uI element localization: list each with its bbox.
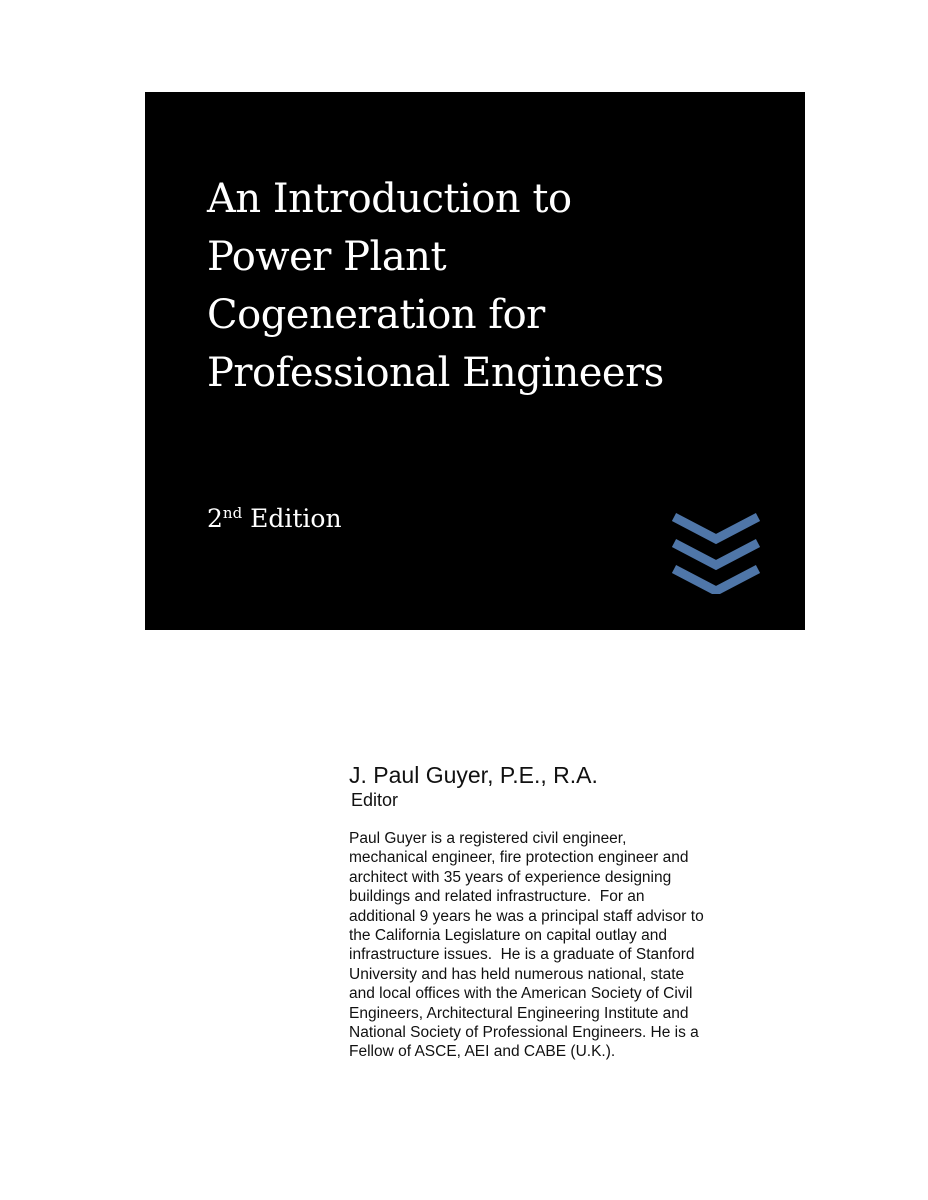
bio-line: Paul Guyer is a registered civil engineer, — [349, 830, 627, 847]
chevron-top — [674, 517, 758, 539]
title-line: Power Plant — [207, 234, 447, 280]
bio-line: University and has held numerous national, state — [349, 965, 685, 983]
bio-line: and local offices with the American Society of Civil — [349, 985, 693, 1003]
bio-line: the California Legislature on capital outlay and — [349, 927, 667, 945]
title-line: Cogeneration for — [207, 292, 545, 338]
bio-line: National Society of Professional Engineers. He is a — [349, 1024, 699, 1042]
triple-chevron-down-icon — [671, 512, 761, 594]
author-role: Editor — [351, 790, 399, 810]
author-name: J. Paul Guyer, P.E., R.A. — [349, 762, 598, 788]
cover-panel — [145, 92, 805, 630]
chevron-middle — [674, 543, 758, 565]
bio-line: mechanical engineer, fire protection engineer and — [349, 849, 689, 867]
book-title — [207, 170, 767, 402]
author-bio — [349, 829, 769, 1062]
chevron-bottom — [674, 569, 758, 591]
bio-line: architect with 35 years of experience designing — [349, 868, 672, 886]
author-block — [349, 762, 769, 811]
title-line: An Introduction to — [207, 176, 572, 222]
bio-line: buildings and related infrastructure. For an — [349, 888, 645, 906]
bio-line: Engineers, Architectural Engineering Institute and — [349, 1004, 689, 1022]
edition-word: Edition — [242, 504, 342, 533]
edition-number: 2 — [207, 504, 223, 533]
bio-line: infrastructure issues. He is a graduate of Stanford — [349, 946, 695, 964]
edition-label — [207, 504, 342, 533]
bio-line: Fellow of ASCE, AEI and CABE (U.K.). — [349, 1043, 616, 1061]
title-line: Professional Engineers — [207, 350, 664, 396]
bio-line: additional 9 years he was a principal staff advisor to — [349, 907, 704, 925]
edition-suffix: nd — [222, 504, 243, 522]
